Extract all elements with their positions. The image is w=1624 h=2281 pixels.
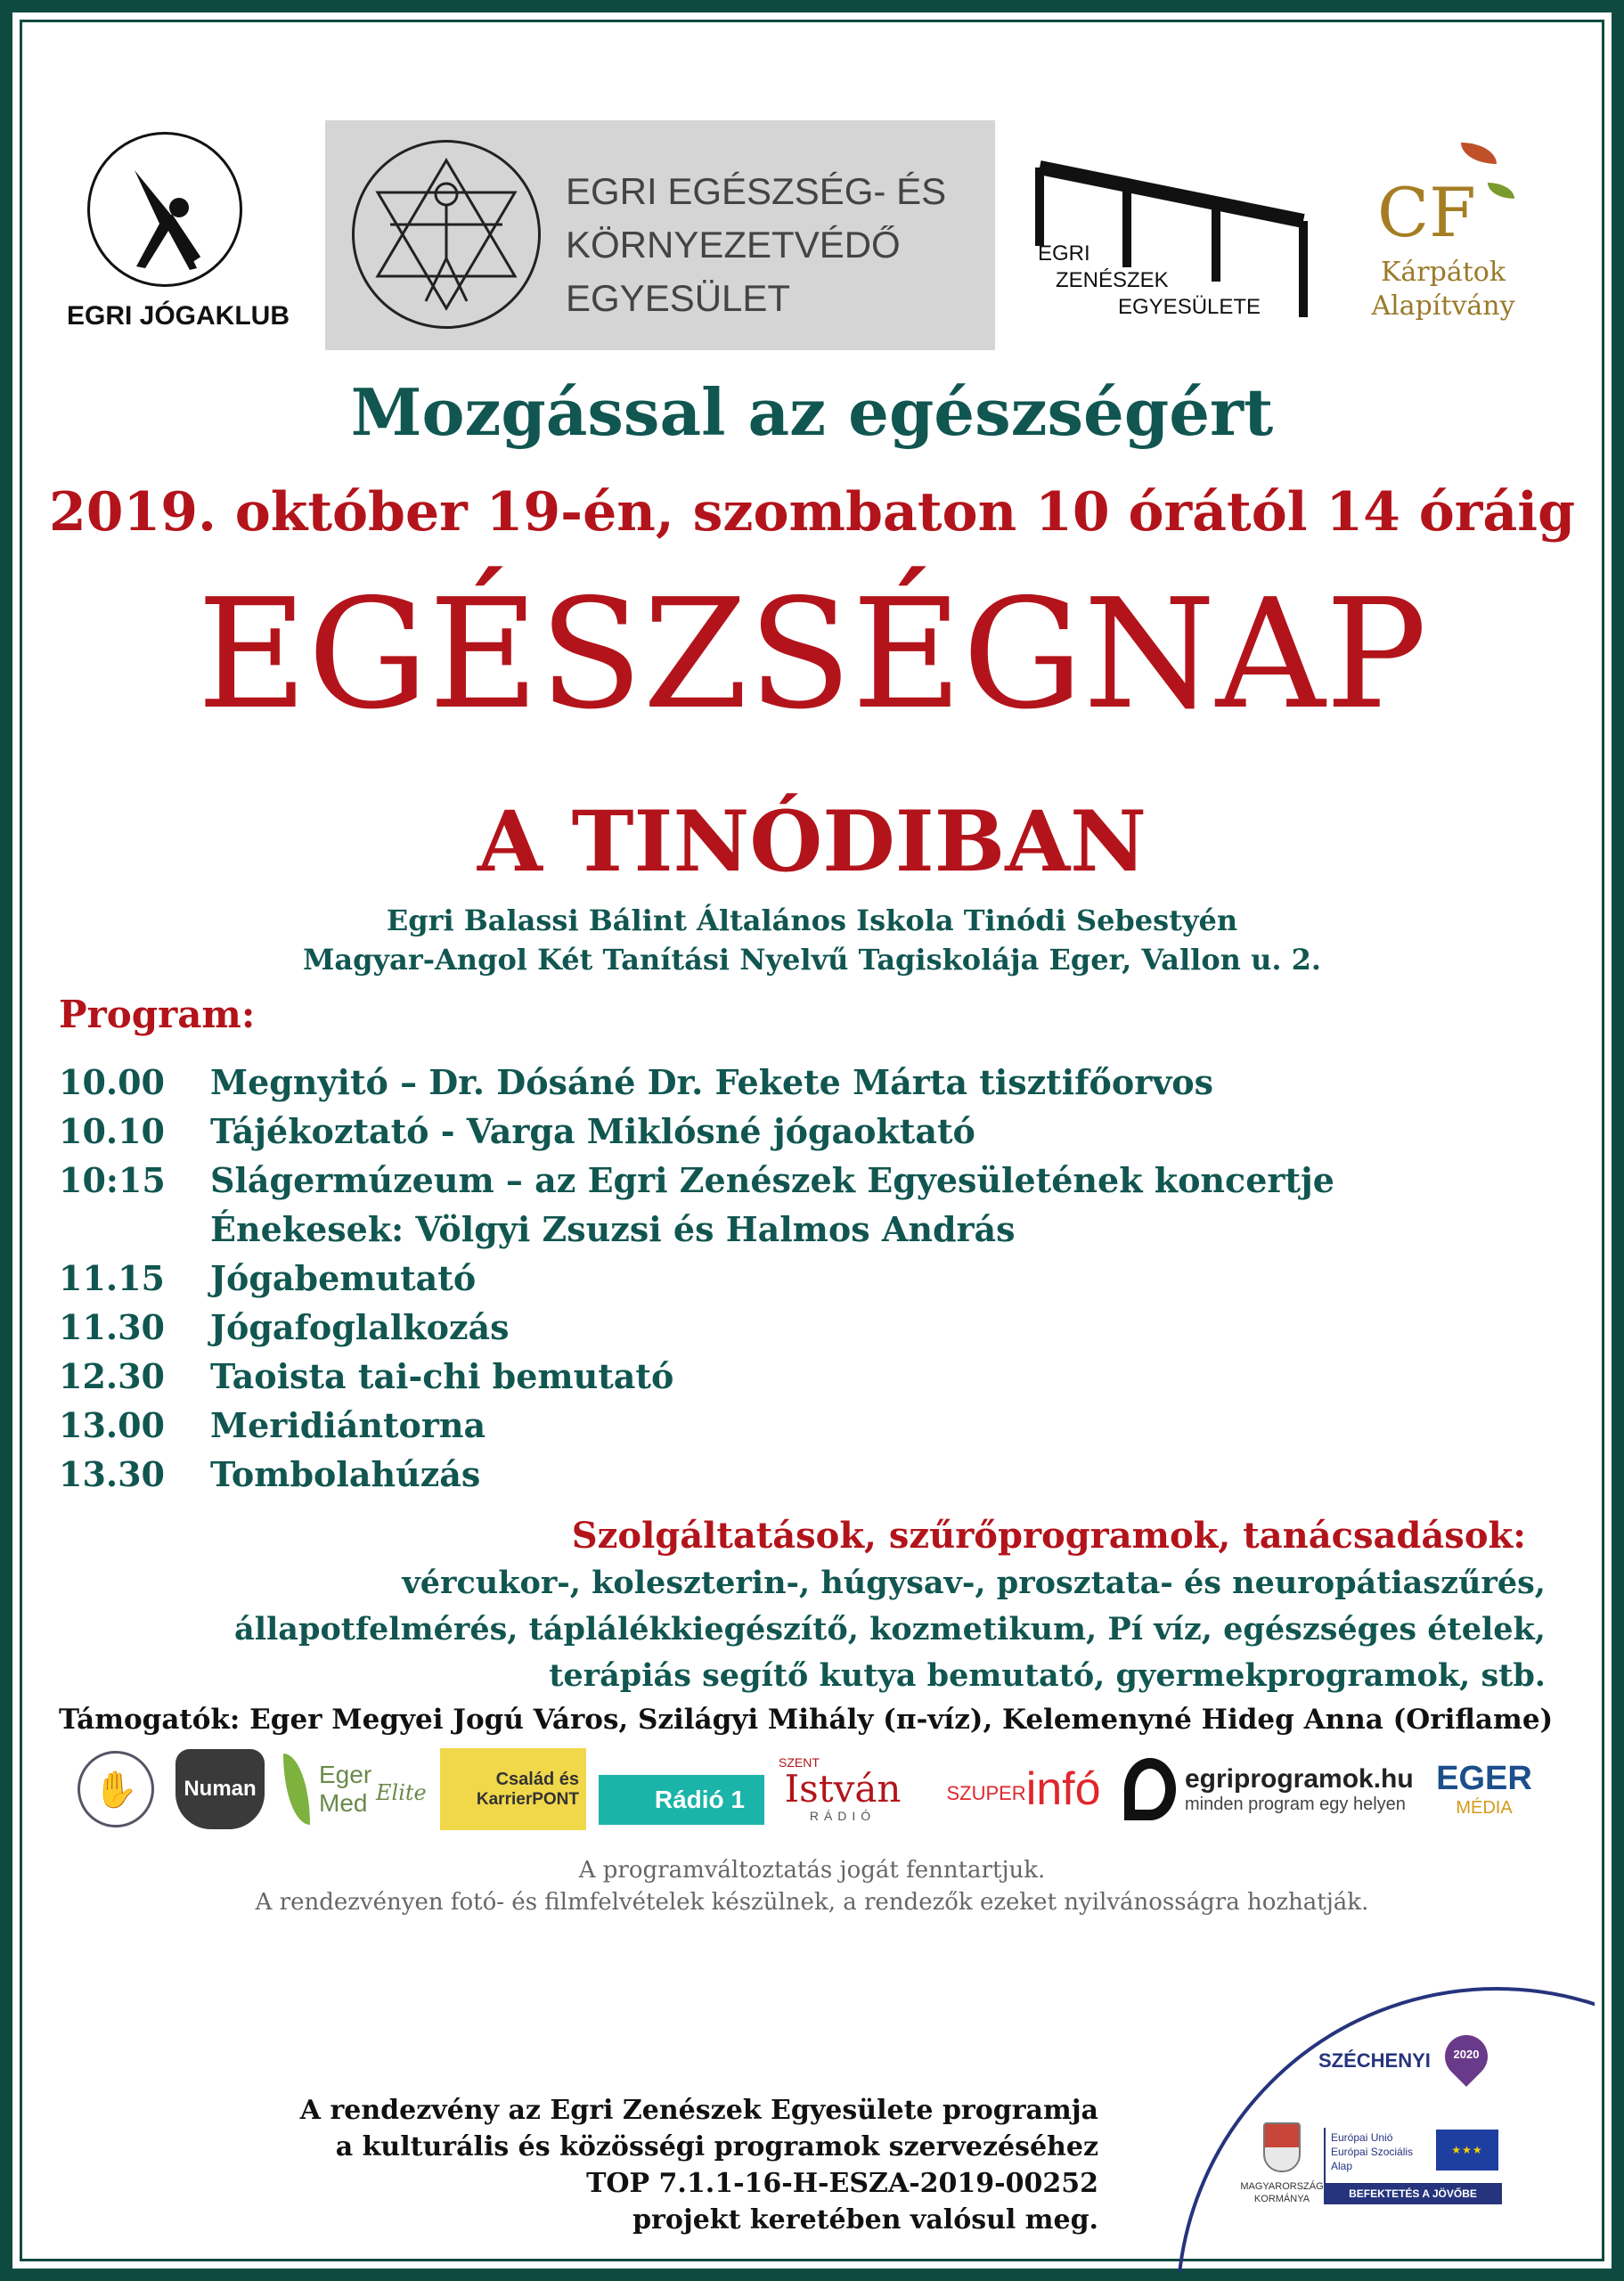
zenesz-name: EGRI ZENÉSZEK EGYESÜLETE bbox=[1038, 241, 1261, 319]
karpatok-line2: Alapítvány bbox=[1371, 290, 1515, 322]
program-item: 11.30 Jógafoglalkozás bbox=[59, 1307, 510, 1347]
program-heading: Program: bbox=[59, 993, 256, 1036]
venue-line2: Magyar-Angol Két Tanítási Nyelvű Tagiskolája Eger, Vallon u. 2. bbox=[302, 943, 1322, 977]
leaf-icon bbox=[1461, 143, 1497, 164]
services-line: terápiás segítő kutya bemutató, gyermekprogramok, stb. bbox=[549, 1657, 1546, 1694]
jogaklub-logo bbox=[62, 125, 294, 347]
sponsor-csalad-logo: Család és KarrierPONT bbox=[438, 1745, 588, 1834]
szechenyi-badge: SZÉCHENYI 2020 MAGYARORSZÁG KORMÁNYA Európai Unió Európai Szociális Alap ★★★ BEFEKTETÉS A JÖVŐBE bbox=[1149, 1978, 1595, 2272]
leaf-icon bbox=[283, 1754, 310, 1825]
coat-of-arms-icon bbox=[1263, 2122, 1301, 2172]
sponsor-egermedia-logo: EGER MÉDIA bbox=[1436, 1760, 1532, 1818]
program-item: 13.30 Tombolahúzás bbox=[59, 1454, 481, 1494]
event-title: EGÉSZSÉGNAP bbox=[197, 567, 1427, 743]
note-line: A rendezvényen fotó- és filmfelvételek készülnek, a rendezők ezeket nyilvánosságra hozhatják. bbox=[255, 1889, 1369, 1916]
supporters: Támogatók: Eger Megyei Jogú Város, Szilágyi Mihály (π-víz), Kelemenyné Hideg Anna (Oriflame) bbox=[59, 1704, 1554, 1736]
note-line: A programváltoztatás jogát fenntartjuk. bbox=[578, 1857, 1046, 1884]
services-line: vércukor-, koleszterin-, húgysav-, prosztata- és neuropátiaszűrés, bbox=[402, 1565, 1546, 1601]
leaf-icon-2 bbox=[1488, 183, 1514, 199]
program-item: Énekesek: Völgyi Zsuzsi és Halmos András bbox=[210, 1209, 1016, 1249]
karpatok-line1: Kárpátok bbox=[1380, 257, 1506, 288]
services-heading: Szolgáltatások, szűrőprogramok, tanácsadások: bbox=[571, 1515, 1526, 1557]
yoga-figure-icon bbox=[87, 132, 242, 287]
egeszseg-logo bbox=[325, 120, 995, 350]
egeszseg-name: EGRI EGÉSZSÉG- ÉS KÖRNYEZETVÉDŐ EGYESÜLET bbox=[566, 170, 947, 319]
services-line: állapotfelmérés, táplálékkiegészítő, kozmetikum, Pí víz, egészséges ételek, bbox=[234, 1611, 1546, 1647]
jogaklub-name: EGRI JÓGAKLUB bbox=[66, 301, 290, 331]
footer-text: A rendezvény az Egri Zenészek Egyesülete programja a kulturális és közösségi programok szervezéséhez TOP 7.1.1-16-H-ESZA-2019-00252 projekt keretében valósul meg. bbox=[299, 2095, 1098, 2236]
program-item: 12.30 Taoista tai-chi bemutató bbox=[59, 1356, 674, 1396]
program-item: 10.10 Tájékoztató - Varga Miklósné jógaoktató bbox=[59, 1111, 975, 1151]
vitruvian-man-icon bbox=[352, 140, 541, 329]
venue-line1: Egri Balassi Bálint Általános Iskola Tinódi Sebestyén bbox=[386, 903, 1238, 937]
program-item: 11.15 Jógabemutató bbox=[59, 1258, 477, 1298]
sponsor-egriprogramok-logo: egriprogramok.hu minden program egy helyen bbox=[1124, 1745, 1454, 1834]
egriprogramok-icon bbox=[1124, 1758, 1176, 1820]
sponsor-numan-logo: Numan bbox=[171, 1745, 269, 1834]
event-subtitle2: A TINÓDIBAN bbox=[477, 793, 1147, 891]
karpatok-logo bbox=[1354, 134, 1532, 339]
paw-icon: ✋ bbox=[78, 1751, 154, 1827]
sponsor-paw-logo bbox=[71, 1745, 160, 1834]
sponsor-radio1-logo: Rádió 1 bbox=[597, 1745, 766, 1834]
event-date: 2019. október 19-én, szombaton 10 órától 14 óráig bbox=[48, 481, 1576, 544]
program-item: 10:15 Slágermúzeum – az Egri Zenészek Egyesületének koncertje bbox=[59, 1160, 1334, 1200]
event-subtitle: Mozgással az egészségért bbox=[350, 374, 1274, 450]
karpatok-mark: CF bbox=[1377, 173, 1476, 252]
sponsor-egermed-logo: Eger Med Elite bbox=[278, 1745, 429, 1834]
program-item: 13.00 Meridiántorna bbox=[59, 1405, 486, 1445]
zenesz-logo bbox=[1020, 160, 1327, 347]
eu-flag-icon: ★★★ bbox=[1436, 2130, 1498, 2171]
sponsor-istvan-logo: SZENT István RÁDIÓ bbox=[779, 1755, 902, 1823]
sponsor-szuperinfo-logo: SZUPER infó bbox=[946, 1763, 1101, 1815]
program-item: 10.00 Megnyitó – Dr. Dósáné Dr. Fekete Márta tisztifőorvos bbox=[59, 1062, 1214, 1102]
